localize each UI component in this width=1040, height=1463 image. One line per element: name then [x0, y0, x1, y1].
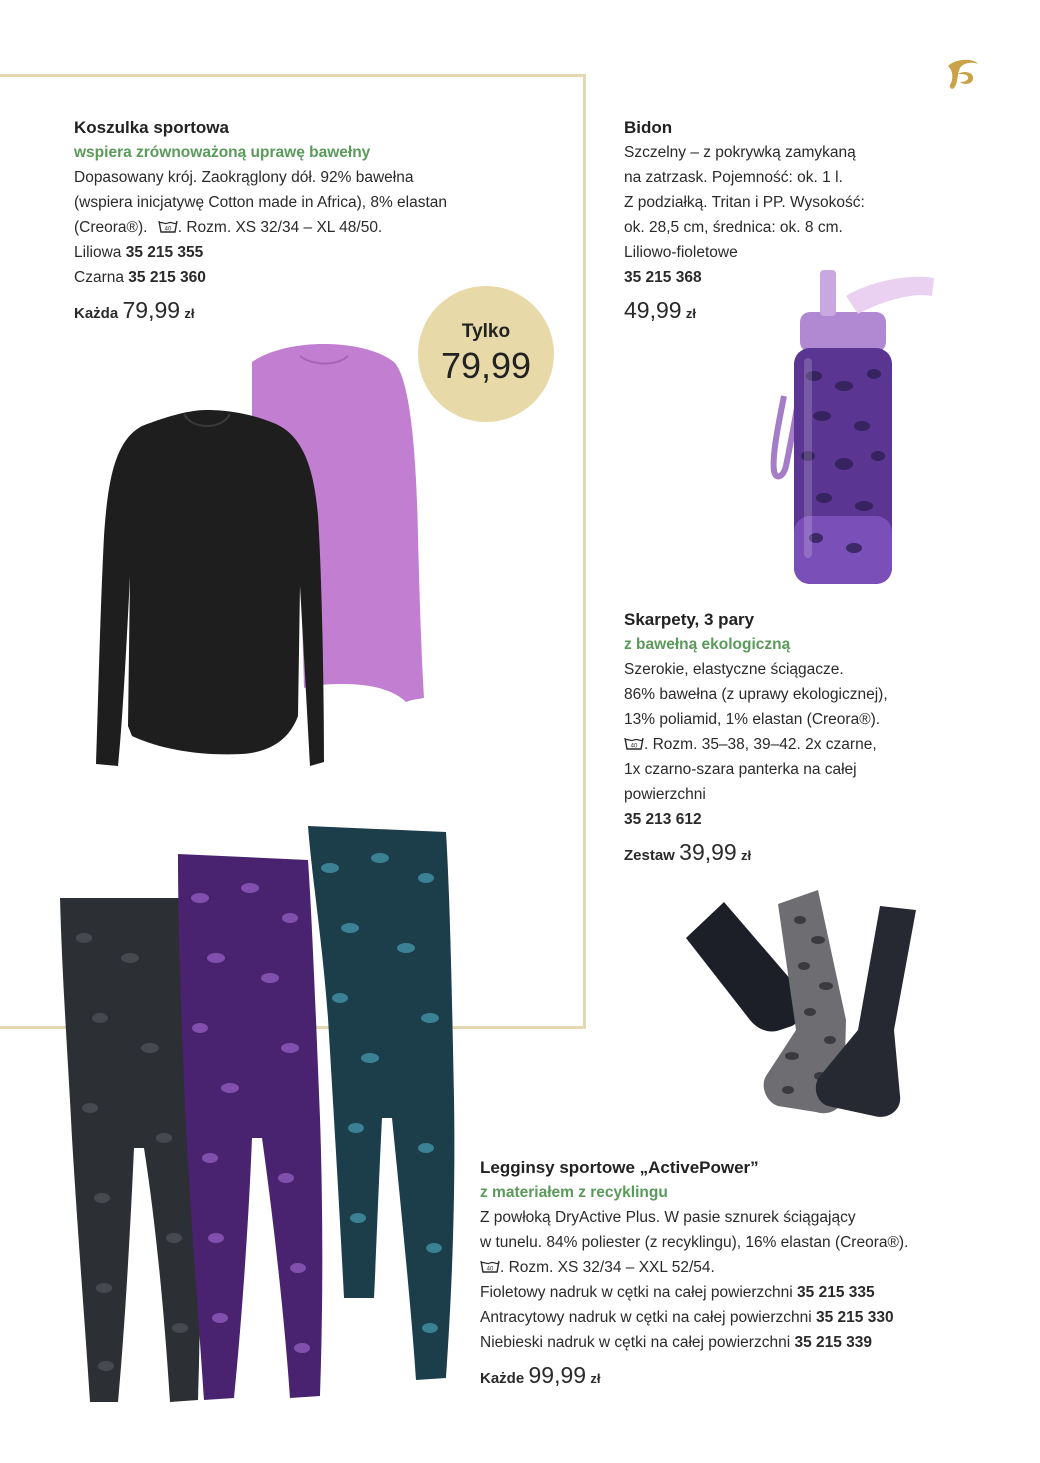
bottle-line-4: ok. 28,5 cm, średnica: ok. 8 cm.: [624, 219, 843, 236]
socks-line-4-text: . Rozm. 35–38, 39–42. 2x czarne,: [644, 736, 877, 753]
svg-text:40: 40: [486, 1266, 494, 1273]
socks-line-2: 86% bawełna (z uprawy ekologicznej),: [624, 686, 888, 703]
shirt-line-3: [74, 215, 447, 240]
leggings-price-value: 99,99: [528, 1362, 587, 1388]
leggings-variant-2-code: 35 215 330: [816, 1309, 894, 1326]
shirt-line-3-text: (Creora®).: [74, 219, 148, 236]
price-badge-label: Tylko: [461, 321, 511, 342]
tchibo-logo-icon: [940, 52, 984, 96]
leggings-title: Legginsy sportowe „ActivePower”: [480, 1158, 759, 1177]
leggings-description: [480, 1155, 908, 1391]
shirt-line-1: Dopasowany krój. Zaokrąglony dół. 92% bawełna: [74, 169, 414, 186]
shirt-price-currency: zł: [184, 306, 195, 321]
bottle-line-5: Liliowo-fioletowe: [624, 244, 738, 261]
bottle-line-2: na zatrzask. Pojemność: ok. 1 l.: [624, 169, 843, 186]
socks-price-currency: zł: [741, 848, 752, 863]
shirt-variant-1-code: 35 215 355: [125, 244, 204, 261]
leggings-variant-2: [480, 1305, 908, 1330]
leggings-variant-2-label: Antracytowy nadruk w cętki na całej powierzchni: [480, 1309, 812, 1326]
socks-price: [624, 840, 888, 868]
svg-text:40: 40: [164, 226, 172, 233]
leggings-variant-3-code: 35 215 339: [794, 1334, 873, 1351]
wash-40-icon: [158, 219, 178, 233]
svg-text:40: 40: [630, 743, 638, 750]
socks-code: 35 213 612: [624, 811, 702, 828]
leggings-line-1: Z powłoką DryActive Plus. W pasie sznurek ściągający: [480, 1209, 856, 1226]
shirt-price-label: Każda: [74, 305, 119, 322]
leggings-variant-1-code: 35 215 335: [797, 1284, 875, 1301]
shirt-price: [74, 298, 447, 326]
bottle-code: 35 215 368: [624, 269, 702, 286]
shirt-subtitle: wspiera zrównoważoną uprawę bawełny: [74, 144, 371, 161]
socks-line-1: Szerokie, elastyczne ściągacze.: [624, 661, 844, 678]
frame-top-line: [0, 74, 586, 77]
shirt-variant-2-label: Czarna: [74, 269, 124, 286]
socks-price-value: 39,99: [679, 839, 737, 865]
shirt-variant-1-label: Liliowa: [74, 244, 122, 261]
leggings-price: [480, 1363, 908, 1391]
frame-right-line: [583, 74, 586, 1029]
shirt-line-4: . Rozm. XS 32/34 – XL 48/50.: [177, 219, 383, 236]
shirts-image: [72, 336, 464, 780]
socks-line-4: [624, 732, 888, 757]
leggings-variant-1: [480, 1280, 908, 1305]
leggings-price-label: Każde: [480, 1370, 525, 1387]
wash-40-icon: [624, 736, 644, 750]
shirt-description: [74, 115, 447, 326]
socks-subtitle: z bawełną ekologiczną: [624, 636, 791, 653]
socks-price-label: Zestaw: [624, 847, 675, 864]
shirt-line-2: (wspiera inicjatywę Cotton made in Africa), 8% elastan: [74, 194, 448, 211]
bottle-line-3: Z podziałką. Tritan i PP. Wysokość:: [624, 194, 865, 211]
leggings-variant-1-label: Fioletowy nadruk w cętki na całej powierzchni: [480, 1284, 793, 1301]
wash-40-icon: [480, 1259, 500, 1273]
shirt-variant-2: [74, 265, 447, 290]
leggings-line-3-text: . Rozm. XS 32/34 – XXL 52/54.: [500, 1259, 715, 1276]
leggings-line-2: w tunelu. 84% poliester (z recyklingu), 16% elastan (Creora®).: [480, 1234, 909, 1251]
socks-line-5: 1x czarno-szara panterka na całej: [624, 761, 857, 778]
socks-description: [624, 607, 888, 868]
socks-title: Skarpety, 3 pary: [624, 610, 755, 629]
shirt-variant-2-code: 35 215 360: [128, 269, 206, 286]
socks-line-6: powierzchni: [624, 786, 706, 803]
bottle-title: Bidon: [624, 118, 673, 137]
leggings-price-currency: zł: [590, 1371, 601, 1386]
leggings-image: [40, 818, 480, 1410]
shirt-price-value: 79,99: [122, 297, 181, 323]
bottle-line-1: Szczelny – z pokrywką zamykaną: [624, 144, 856, 161]
shirt-title: Koszulka sportowa: [74, 118, 229, 137]
socks-image: [680, 880, 950, 1122]
bottle-price-value: 49,99: [624, 297, 682, 323]
bottle-image: [762, 266, 952, 590]
leggings-subtitle: z materiałem z recyklingu: [480, 1184, 668, 1201]
leggings-line-3: [480, 1255, 908, 1280]
socks-line-3: 13% poliamid, 1% elastan (Creora®).: [624, 711, 881, 728]
leggings-variant-3: [480, 1330, 908, 1355]
bottle-price-currency: zł: [685, 306, 696, 321]
leggings-variant-3-label: Niebieski nadruk w cętki na całej powierzchni: [480, 1334, 791, 1351]
price-badge-value: 79,99: [440, 345, 532, 386]
shirt-variant-1: [74, 240, 447, 265]
